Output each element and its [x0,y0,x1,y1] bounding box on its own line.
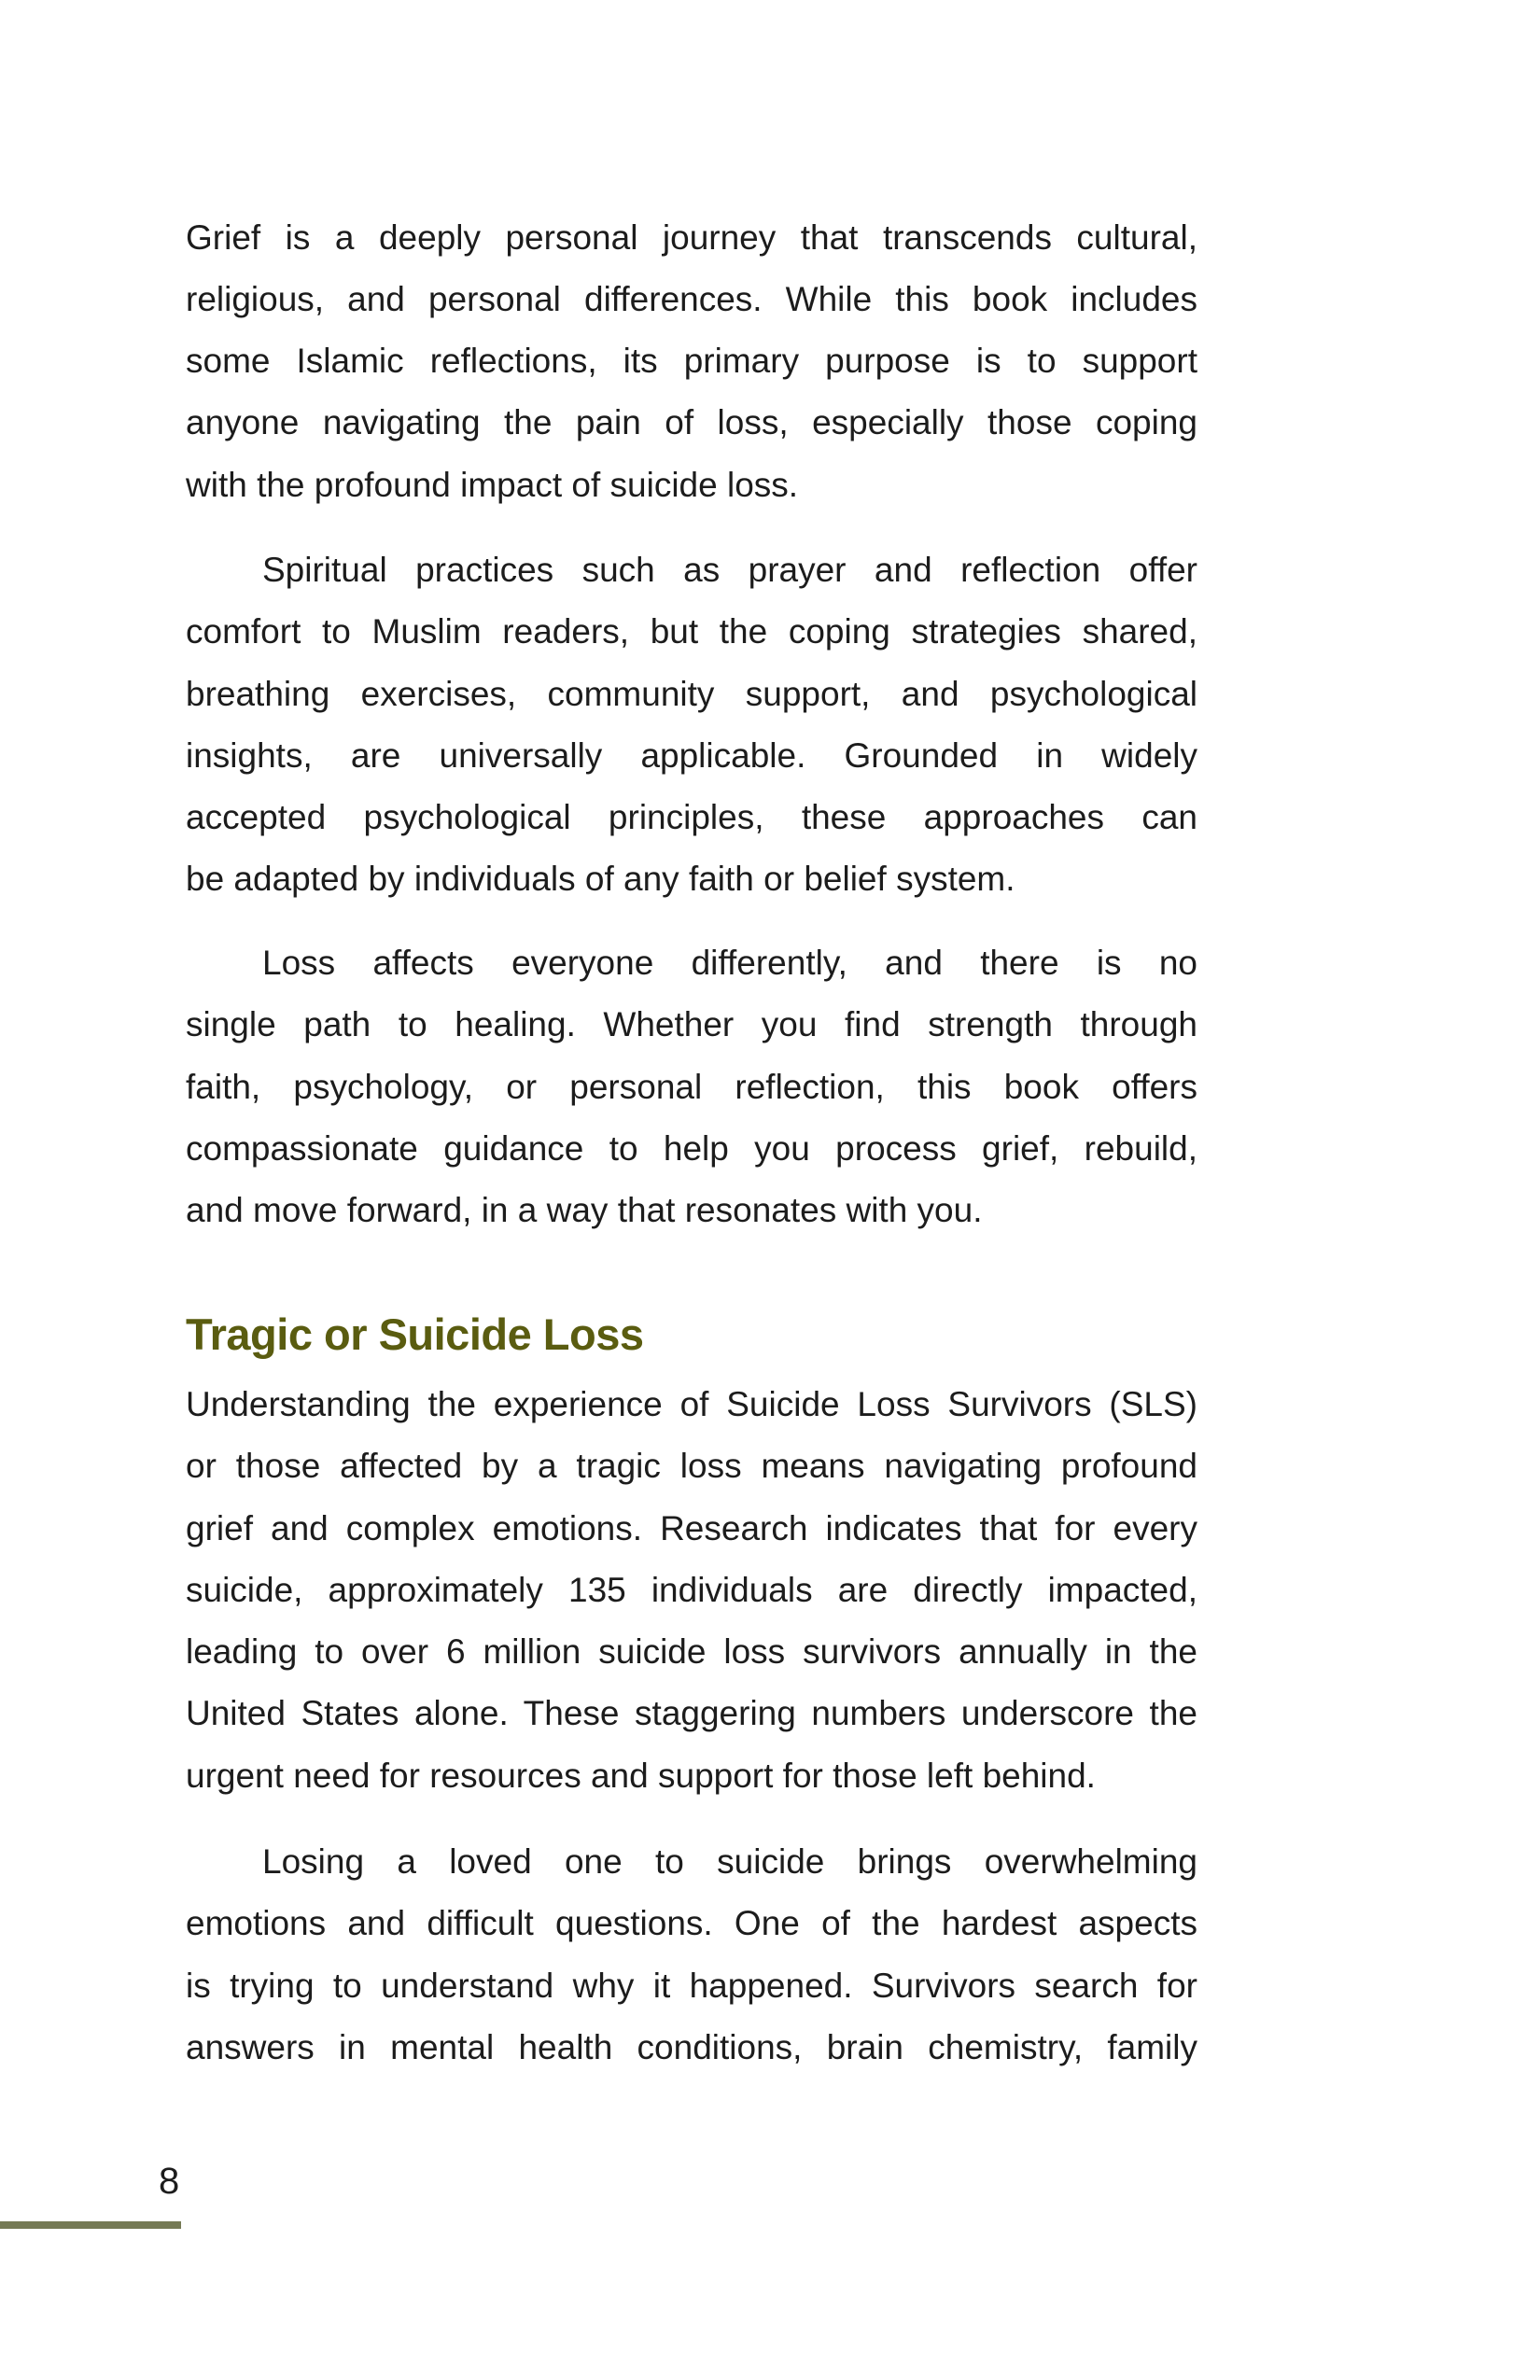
page-number: 8 [159,2161,180,2202]
text-line: compassionate guidance to help you process grief, rebuild, [186,1129,1197,1168]
text-line: comfort to Muslim readers, but the coping strategies shared, [186,612,1197,651]
text-line: Understanding the experience of Suicide Loss Survivors (SLS) [186,1385,1197,1423]
text-line: answers in mental health conditions, brain chemistry, family [186,2028,1197,2066]
text-line: some Islamic reflections, its primary purpose is to support [186,342,1197,380]
text-line: suicide, approximately 135 individuals are directly impacted, [186,1571,1197,1609]
text-line: single path to healing. Whether you find strength through [186,1005,1197,1043]
text-line: is trying to understand why it happened. Survivors search for [186,1967,1197,2005]
text-line: with the profound impact of suicide loss. [186,466,799,504]
text-line: accepted psychological principles, these approaches can [186,798,1197,836]
text-line: and move forward, in a way that resonates with you. [186,1191,983,1229]
text-line: Spiritual practices such as prayer and reflection offer [262,551,1197,589]
text-line: grief and complex emotions. Research indicates that for every [186,1509,1197,1547]
section-heading: Tragic or Suicide Loss [186,1309,644,1359]
text-line: urgent need for resources and support for those left behind. [186,1757,1096,1795]
text-line: leading to over 6 million suicide loss survivors annually in the [186,1632,1197,1671]
text-line: faith, psychology, or personal reflection, this book offers [186,1068,1197,1106]
text-line: United States alone. These staggering numbers underscore the [186,1694,1197,1732]
text-line: religious, and personal differences. While this book includes [186,280,1197,318]
text-line: Grief is a deeply personal journey that transcends cultural, [186,218,1197,257]
text-line: be adapted by individuals of any faith or belief system. [186,860,1015,898]
text-line: emotions and difficult questions. One of the hardest aspects [186,1904,1197,1942]
footer-accent-bar [0,2221,181,2229]
text-line: anyone navigating the pain of loss, especially those coping [186,403,1197,441]
text-line: breathing exercises, community support, and psychological [186,675,1197,713]
text-line: Losing a loved one to suicide brings overwhelming [262,1842,1197,1881]
text-line: insights, are universally applicable. Grounded in widely [186,736,1197,775]
text-line: Loss affects everyone differently, and there is no [262,944,1197,982]
text-line: or those affected by a tragic loss means navigating profound [186,1447,1197,1485]
